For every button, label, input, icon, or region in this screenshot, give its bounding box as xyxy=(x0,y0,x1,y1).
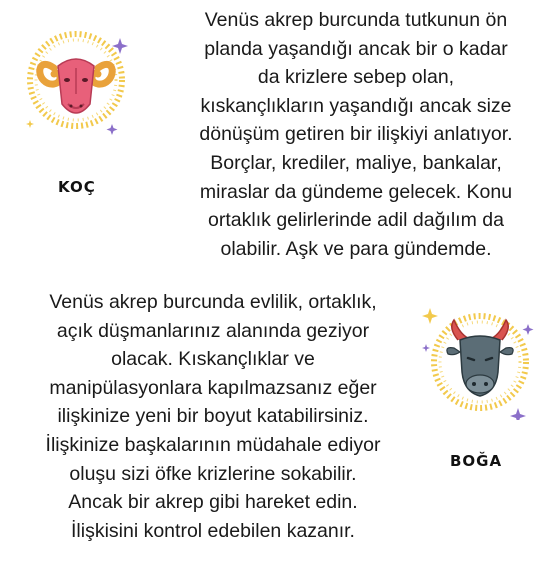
text-line: da krizlere sebep olan, xyxy=(257,66,455,89)
text-line: dönüşüm getiren bir ilişkiyi anlatıyor. xyxy=(199,123,513,146)
text-line: ilişkinize yeni bir boyut katabilirsiniz. xyxy=(57,405,369,428)
text-line: Ancak bir akrep gibi hareket edin. xyxy=(68,491,358,514)
text-line: İlişkinize başkalarının müdahale ediyor xyxy=(45,433,381,456)
sign-label-boga: BOĞA xyxy=(450,452,503,470)
text-line: Borçlar, krediler, maliye, bankalar, xyxy=(210,151,502,174)
text-line: açık düşmanlarınız alanında geziyor xyxy=(56,319,370,342)
horoscope-text-koc xyxy=(170,6,542,263)
text-line: miraslar da gündeme gelecek. Konu xyxy=(199,180,513,203)
ram-icon xyxy=(20,24,140,142)
text-line: İlişkisini kontrol edebilen kazanır. xyxy=(71,519,355,542)
text-line: Venüs akrep burcunda evlilik, ortaklık, xyxy=(49,291,377,313)
sign-label-koc: KOÇ xyxy=(58,178,96,196)
text-line: planda yaşandığı ancak bir o kadar xyxy=(204,37,508,60)
text-line: oluşu sizi öfke krizlerine sokabilir. xyxy=(69,462,357,485)
text-line: manipülasyonlara kapılmazsanız eğer xyxy=(49,376,377,399)
text-line: kıskançlıkların yaşandığı ancak size xyxy=(200,94,512,117)
text-line: olabilir. Aşk ve para gündemde. xyxy=(220,237,492,260)
horoscope-text-boga xyxy=(0,288,426,545)
text-line: ortaklık gelirlerinde adil dağılım da xyxy=(208,209,504,232)
text-line: olacak. Kıskançlıklar ve xyxy=(111,348,315,371)
bull-icon xyxy=(418,300,540,420)
text-line: Venüs akrep burcunda tutkunun ön xyxy=(204,9,508,31)
